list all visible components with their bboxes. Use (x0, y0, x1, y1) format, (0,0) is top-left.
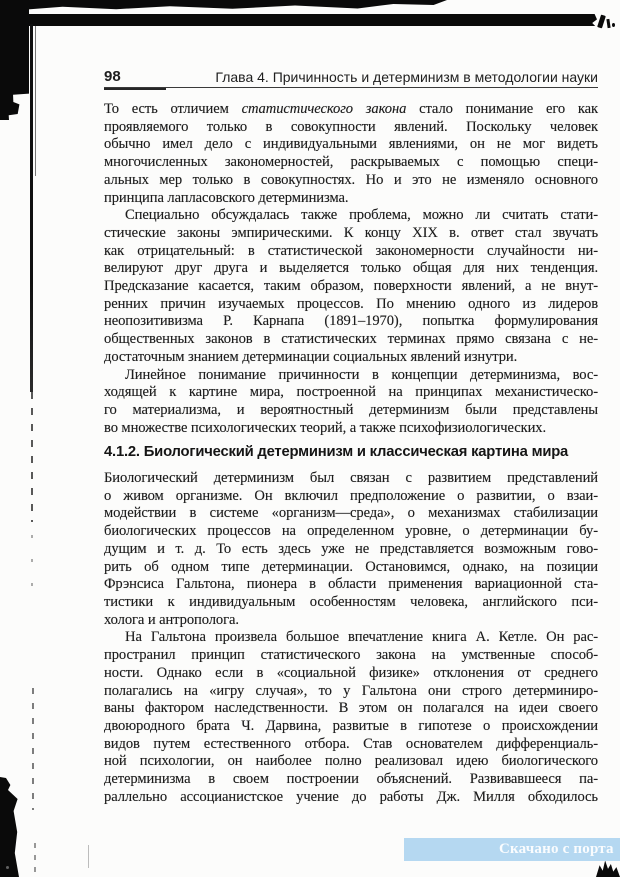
scan-speck (606, 19, 610, 28)
text-line (104, 190, 598, 208)
text-segment: видов путем естественного отбора. Став основателем дифференциаль- (104, 735, 598, 752)
text-line (104, 420, 598, 438)
text-line (104, 683, 598, 701)
text-line (104, 331, 598, 349)
text-segment: ваны фактором наследственности. В этом он полагался на идеи своего (104, 700, 598, 717)
text-line (104, 225, 598, 243)
text-segment: двоюродного брата Ч. Дарвина, развитые в гипотезе о происхождении (104, 717, 598, 734)
text-segment: Предсказание касается, таким образом, поверхности явлений, а не внут- (104, 278, 598, 295)
text-segment: ной психологии, он наиболее полно реализовал идею биологического (104, 753, 598, 770)
text-segment: полагались на «игру случая», то у Гальтона они строго детерминиро- (104, 682, 598, 699)
text-line (104, 313, 598, 331)
text-line (104, 207, 598, 225)
text-line (104, 629, 598, 647)
scan-fold-line-dashed (34, 843, 36, 877)
text-segment: Линейное понимание причинности в концепции детерминизма, вос- (125, 366, 598, 383)
text-segment: обычно имел дело с индивидуальными явлениями, он не мог видеть (104, 136, 598, 153)
text-line (104, 541, 598, 559)
text-segment: Специально обсуждалась также проблема, можно ли считать стати- (125, 207, 598, 224)
text-segment: стало понимание его как (406, 101, 599, 117)
running-head (104, 64, 598, 88)
text-segment: дущим и т. д. То есть здесь уже не представляется возможным гово- (104, 540, 598, 557)
text-segment: принципа лапласовского детерминизма. (104, 189, 349, 206)
scan-fold-line-dashed (31, 392, 33, 522)
text-segment: ности. Однако если в «социальной физике» отклонения от среднего (104, 664, 598, 681)
text-line (104, 612, 598, 630)
text-line (104, 718, 598, 736)
paragraph (104, 207, 598, 366)
text-segment: альных мер только в совокупностях. Но и это не изменяло основного (104, 171, 598, 188)
text-segment: статистического закона (241, 101, 407, 117)
text-line (104, 736, 598, 754)
text-line (104, 367, 598, 385)
text-line (104, 349, 598, 367)
text-line (104, 470, 598, 488)
text-segment: ренних причин изучаемых процессов. По мнению одного из лидеров (104, 295, 598, 312)
scan-fold-line-dashed (32, 688, 34, 810)
scan-fold-line (30, 24, 33, 392)
text-segment: достаточным знанием детерминации социальных явлений изнутри. (104, 348, 518, 365)
watermark-text: Скачано с порта (499, 841, 614, 857)
text-line (104, 488, 598, 506)
scan-speck (612, 23, 615, 27)
text-line (104, 753, 598, 771)
text-line (104, 384, 598, 402)
text-segment: ходящей к картине мира, построенной на принципах механистическо- (104, 384, 598, 401)
text-segment: Биологический детерминизм был связан с развитием представлений (104, 470, 598, 487)
text-line (104, 594, 598, 612)
text-segment: проявляемого только в совокупности явлений. Поскольку человек (104, 118, 598, 135)
text-line (104, 172, 598, 190)
chapter-title: Глава 4. Причинность и детерминизм в методологии науки (215, 68, 598, 85)
text-line (104, 402, 598, 420)
scan-speck (597, 15, 606, 29)
text-line (104, 243, 598, 261)
text-segment: То есть отличием (104, 101, 242, 117)
text-line (104, 559, 598, 577)
text-line (104, 647, 598, 665)
text-line (104, 505, 598, 523)
text-segment: многочисленных закономерностей, раскрываемых с помощью специ- (104, 154, 598, 171)
text-segment: биологических процессов на определенном уровне, о детерминации бу- (104, 523, 598, 540)
text-segment: неопозитивизма Р. Карнапа (1891–1970), попытка формулирования (104, 313, 598, 330)
scan-fold-line-thin (35, 26, 36, 176)
text-segment: Фрэнсиса Гальтона, пионера в области применения вариационной ста- (104, 576, 598, 593)
paragraph (104, 101, 598, 207)
scan-edge-bottom-left-blob (0, 777, 20, 877)
paragraph (104, 629, 598, 806)
text-segment: стические законы эмпирическими. К концу XIX в. ответ стал звучать (104, 224, 598, 241)
paragraph (104, 367, 598, 438)
text-line (104, 119, 598, 137)
scan-edge-left-corner (0, 0, 29, 120)
text-line (104, 136, 598, 154)
page-number: 98 (104, 68, 121, 85)
text-segment: модействии в системе «организм—среда», о механизмах стабилизации (104, 505, 598, 522)
text-line (104, 523, 598, 541)
text-line (104, 260, 598, 278)
text-segment: пространил принцип статистического закона на умственные способ- (104, 647, 598, 664)
text-segment: На Гальтона произвела большое впечатление книга А. Кетле. Он рас- (125, 629, 598, 646)
paragraph (104, 470, 598, 629)
text-segment: велируют друг друга и выделяется только общая для них тенденция. (104, 260, 598, 277)
page-number-underline (104, 88, 166, 90)
text-segment: холога и антрополога. (104, 611, 239, 628)
text-line (104, 576, 598, 594)
scan-mark-bottom-right (596, 859, 620, 877)
text-line (104, 101, 598, 119)
text-segment: как отрицательный: в статистической закономерности случайности ни- (104, 242, 598, 259)
text-segment: общественных законов в статистических терминах прямо связана с не- (104, 331, 598, 348)
text-segment: о живом организме. Он включил предположение о развитии, о взаи- (104, 487, 598, 504)
watermark-banner (404, 838, 620, 861)
text-segment: раллельно ассоцианистское учение до работы Дж. Милля обходилось (104, 788, 598, 805)
text-segment: го материализма, и вероятностный детерминизм были представлены (104, 401, 598, 418)
page-content (104, 101, 598, 806)
scan-edge-top-band (0, 0, 447, 10)
text-segment: детерминизма в своем построении объяснений. Развивавшееся па- (104, 771, 598, 788)
text-segment: тистики к индивидуальным особенностям человека, английского пси- (104, 593, 598, 610)
scan-mark-thin (88, 845, 89, 868)
text-line (104, 296, 598, 314)
scan-mark-dot (6, 866, 9, 869)
text-line (104, 278, 598, 296)
text-line (104, 665, 598, 683)
scan-edge-top-band-2 (0, 14, 597, 26)
text-segment: рить об одном типе детерминации. Остановимся, однако, на позиции (104, 558, 598, 575)
text-line (104, 789, 598, 807)
text-line (104, 771, 598, 789)
section-heading: 4.1.2. Биологический детерминизм и классическая картина мира (104, 444, 569, 461)
text-line (104, 154, 598, 172)
text-segment: во множестве психологических теорий, а также психофизиологических. (104, 419, 547, 436)
text-line (104, 700, 598, 718)
scan-fold-line-dots (31, 535, 33, 595)
